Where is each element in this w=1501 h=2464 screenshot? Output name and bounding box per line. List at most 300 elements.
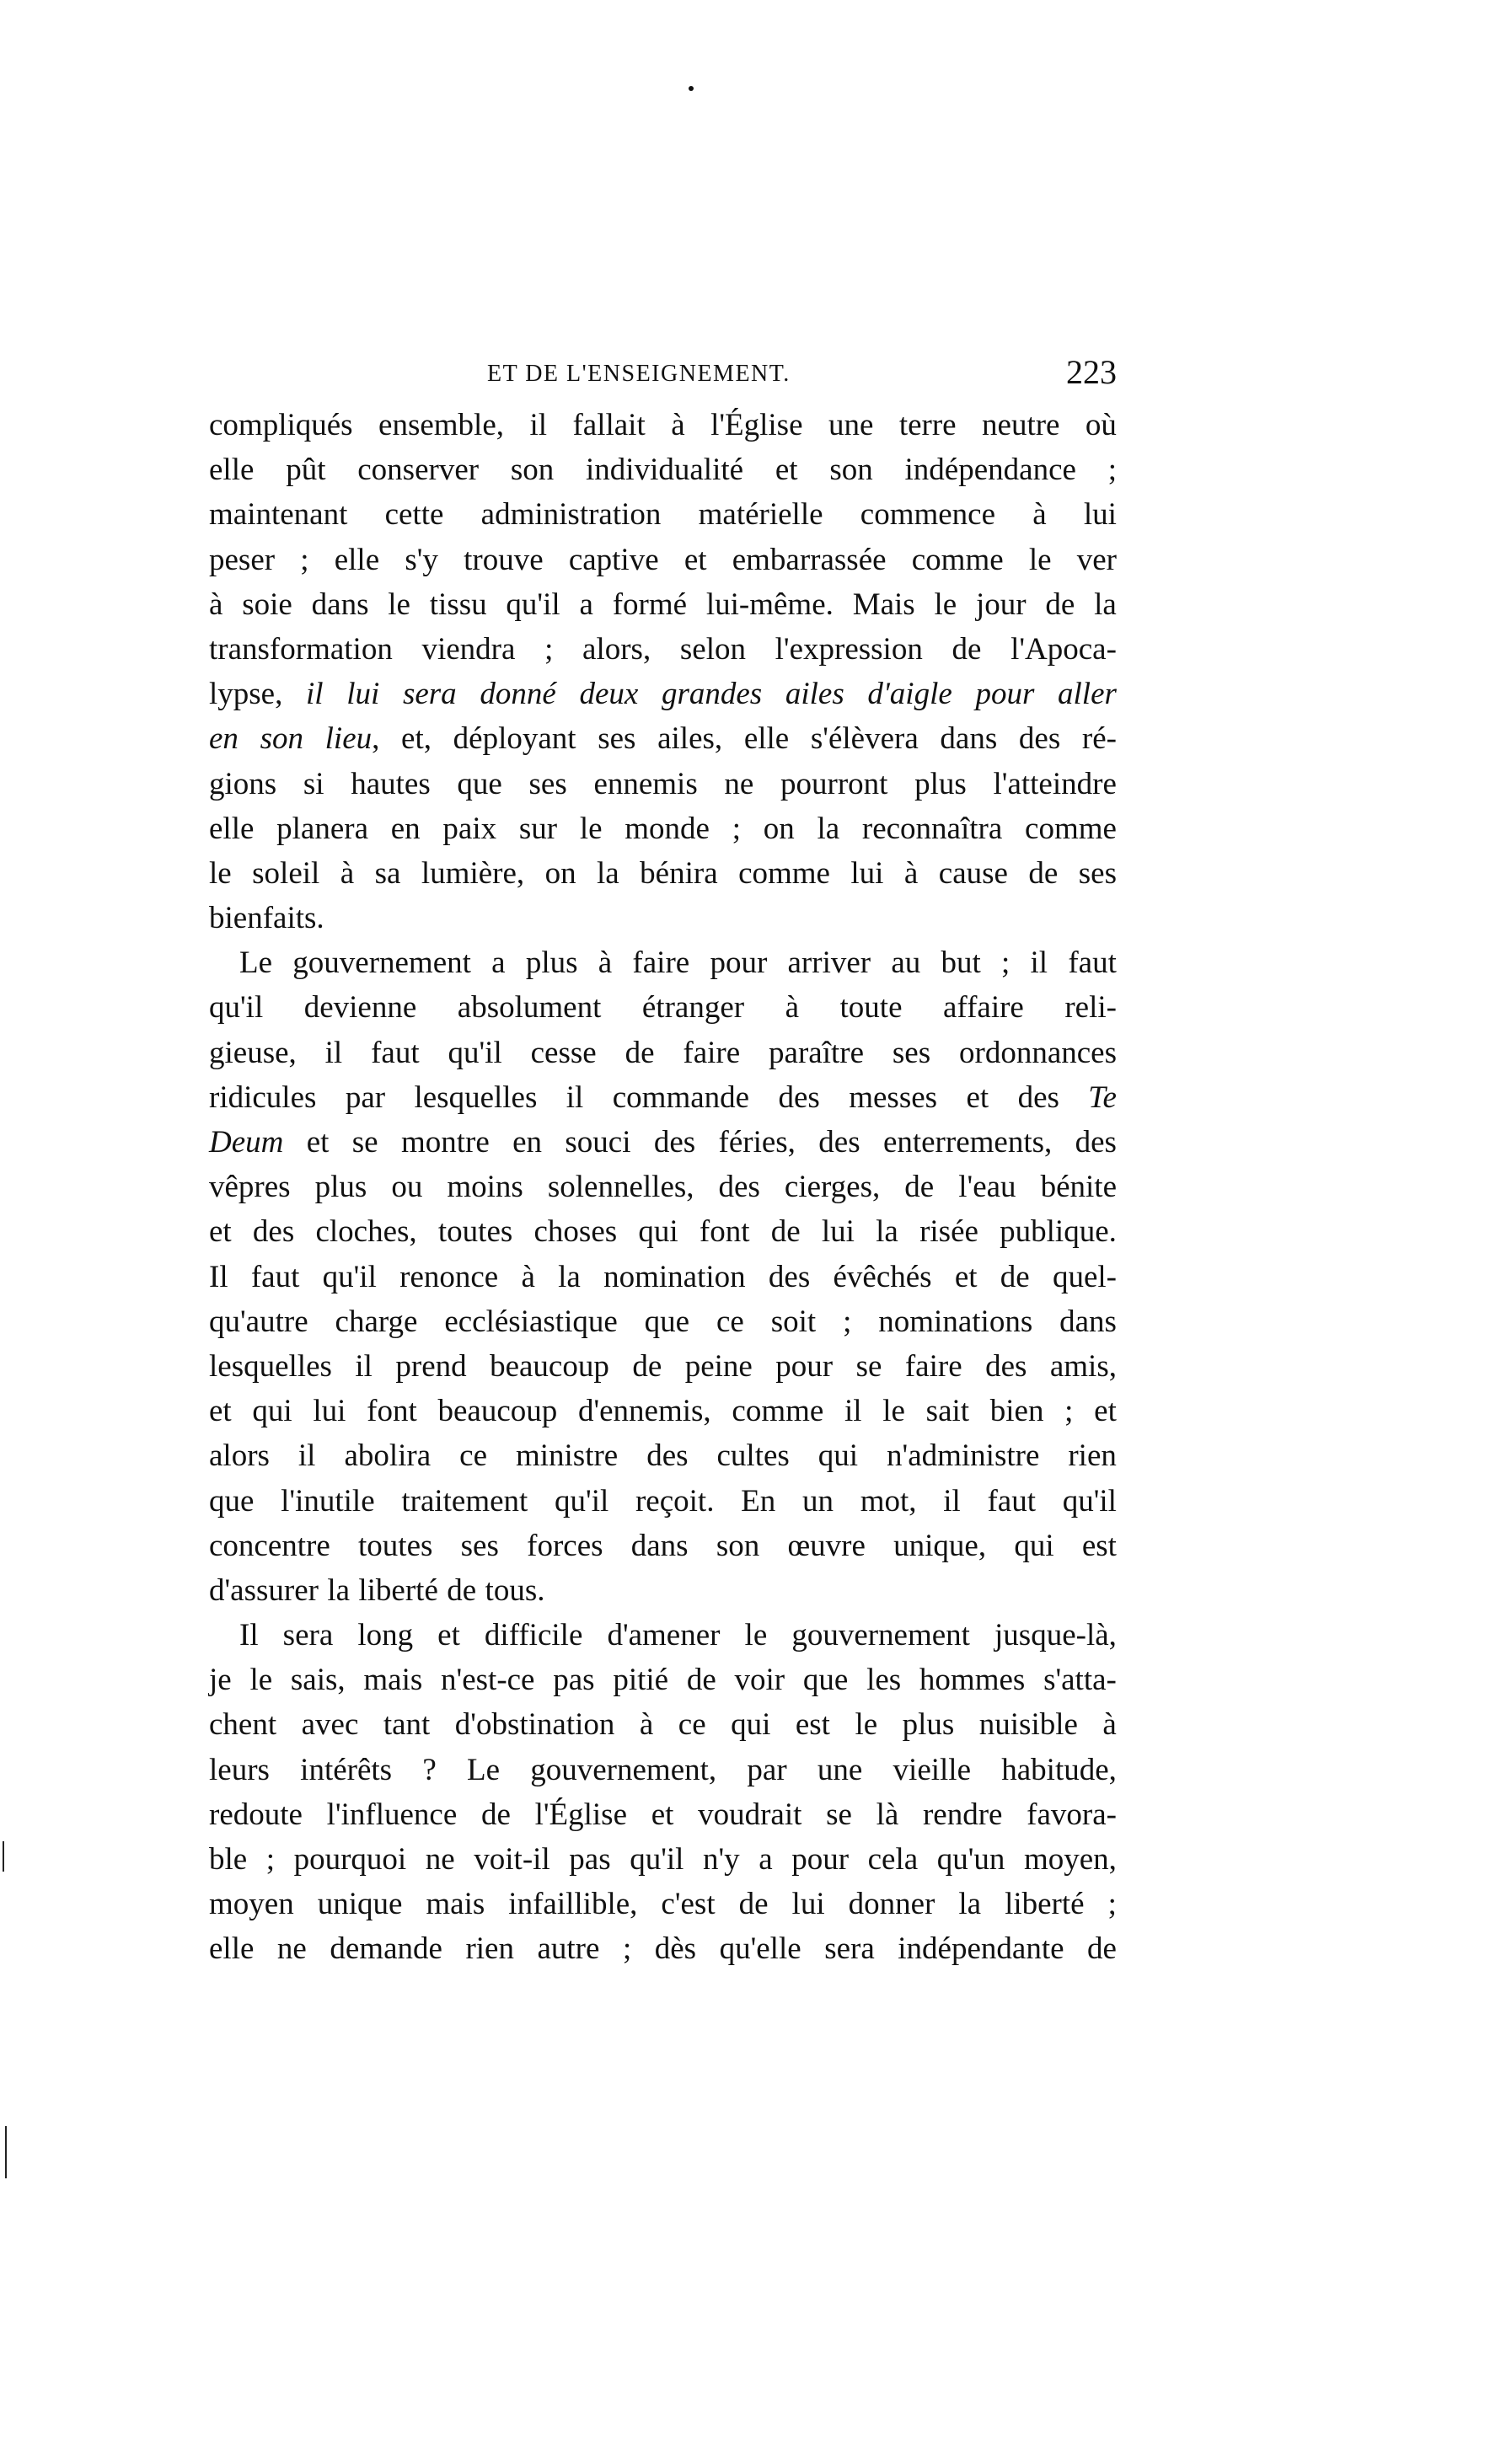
word: qui (818, 1438, 859, 1474)
word: gouvernement, (530, 1752, 717, 1787)
word: et (954, 1259, 978, 1294)
text-line (209, 1479, 1117, 1524)
word: c'est (661, 1887, 716, 1922)
word: de (632, 1348, 662, 1384)
word: favora- (1027, 1797, 1117, 1832)
word: il (566, 1079, 584, 1115)
word: est (795, 1707, 830, 1743)
word: ; (1001, 945, 1010, 981)
word: ecclésiastique (444, 1304, 618, 1339)
page-number: 223 (1066, 353, 1117, 391)
word: la (876, 1214, 898, 1250)
word: jour (975, 587, 1027, 622)
word: ; (1064, 1394, 1074, 1429)
word: matérielle (698, 497, 823, 533)
text-line (209, 1702, 1117, 1747)
word: bénira (640, 855, 718, 891)
word: où (1085, 408, 1117, 442)
word: féries, (718, 1125, 796, 1160)
word: monde (625, 811, 710, 846)
word: par (747, 1752, 787, 1787)
word: et (437, 1618, 460, 1653)
word: de (1028, 855, 1059, 891)
word: cierges, (784, 1170, 881, 1205)
word: de (480, 1797, 511, 1832)
word: dans (940, 721, 998, 757)
word: ré- (1081, 721, 1117, 757)
text-line (209, 851, 1117, 896)
word: renonce (399, 1259, 499, 1294)
paragraph (209, 403, 1117, 940)
word: des (768, 1259, 811, 1294)
word: sera (402, 677, 457, 712)
word: le (388, 587, 410, 622)
word: gouvernement (791, 1618, 970, 1653)
word: conserver (357, 453, 480, 488)
word: autre (537, 1931, 600, 1967)
word: donner (848, 1887, 935, 1922)
word: faut (371, 1035, 420, 1070)
word: lui-même. (705, 587, 834, 622)
word: des (252, 1214, 295, 1250)
word: il (529, 408, 548, 442)
word: deux (579, 677, 639, 712)
word: elle (743, 721, 790, 757)
ink-speck (689, 86, 694, 91)
word: à (340, 855, 355, 891)
word: l'Apoca- (1010, 631, 1117, 667)
word: ailes (785, 677, 844, 712)
word: liberté (358, 1572, 438, 1608)
margin-mark (5, 2126, 7, 2178)
text-line (209, 1882, 1117, 1926)
word: de (625, 1035, 655, 1070)
word: il (844, 1394, 862, 1429)
word: quel- (1052, 1259, 1117, 1294)
word: pitié (613, 1663, 669, 1698)
text-line (209, 1165, 1117, 1209)
word: gions (209, 766, 277, 801)
text-line (209, 985, 1117, 1030)
word: l'eau (958, 1170, 1016, 1205)
word: embarrassée (732, 542, 887, 577)
word: voir (734, 1663, 785, 1698)
word: qu'un (936, 1842, 1005, 1877)
word: et (775, 453, 798, 488)
word: s'y (405, 542, 438, 577)
word: à (1102, 1707, 1117, 1743)
word: qu'il (1062, 1483, 1117, 1519)
word: indépendance (904, 453, 1076, 488)
word: lui (1083, 497, 1117, 533)
word: l'expression (775, 631, 923, 667)
word: d'assurer (209, 1572, 319, 1608)
word: commence (860, 497, 996, 533)
word: rien (1068, 1438, 1117, 1474)
word: comme (732, 1394, 824, 1429)
word: pour (775, 1348, 834, 1384)
word: cesse (530, 1035, 597, 1070)
word: ce (678, 1707, 706, 1743)
word: comme (738, 855, 830, 891)
word: de (1045, 587, 1075, 622)
word: lieu, (324, 721, 380, 757)
word: soleil (252, 855, 320, 891)
text-line (209, 1120, 1117, 1165)
word: gieuse, (209, 1035, 297, 1070)
word: que (457, 766, 502, 801)
word: ses (892, 1035, 931, 1070)
word: charge (335, 1304, 418, 1339)
word: ble (209, 1842, 248, 1877)
word: se (351, 1125, 378, 1160)
word: abolira (344, 1438, 432, 1474)
word: que (644, 1304, 690, 1339)
word: rien (465, 1931, 514, 1967)
word: selon (679, 631, 746, 667)
word: jusque-là, (994, 1618, 1117, 1653)
word: des (646, 1438, 689, 1474)
word: il (1030, 945, 1048, 981)
word: enterrements, (882, 1125, 1053, 1160)
word: qu'il (322, 1259, 377, 1294)
word: ce (459, 1438, 487, 1474)
text-line (209, 716, 1117, 761)
word: et (306, 1125, 330, 1160)
word: œuvre (787, 1528, 866, 1563)
word: maintenant (209, 497, 348, 533)
word: avec (301, 1707, 359, 1743)
word: devienne (303, 990, 417, 1026)
word: qu'il (630, 1842, 684, 1877)
word: ne (276, 1931, 307, 1967)
word: ses (598, 721, 636, 757)
word: il (298, 1438, 316, 1474)
word: et (651, 1797, 674, 1832)
word: des (1075, 1125, 1117, 1160)
word: se (855, 1348, 882, 1384)
word: terre (898, 408, 957, 442)
word: n'administre (887, 1438, 1040, 1474)
word: l'Église (710, 408, 803, 442)
word: captive (568, 542, 659, 577)
word: difficile (484, 1618, 583, 1653)
word: lui (346, 677, 380, 712)
word: faire (632, 945, 690, 981)
word: but (941, 945, 981, 981)
word: se (826, 1797, 852, 1832)
word: la (558, 1259, 581, 1294)
word: affaire (943, 990, 1024, 1026)
word: qu'il (448, 1035, 502, 1070)
word: ses (1078, 855, 1117, 891)
word: unique (317, 1887, 403, 1922)
word: plus (525, 945, 578, 981)
word: absolument (457, 990, 602, 1026)
word: faire (683, 1035, 741, 1070)
word: de (770, 1214, 801, 1250)
word: pour (791, 1842, 850, 1877)
word: tous. (485, 1572, 545, 1608)
word: plus (902, 1707, 955, 1743)
word: n'est-ce (441, 1663, 535, 1698)
word: sur (518, 811, 558, 846)
word: trouve (464, 542, 544, 577)
word: tant (383, 1707, 431, 1743)
word: peine (684, 1348, 753, 1384)
word: dans (1059, 1304, 1117, 1339)
word: s'élèvera (810, 721, 919, 757)
word: il (306, 677, 324, 712)
text-line (209, 940, 1117, 985)
word: formé (612, 587, 688, 622)
word: mais (426, 1887, 485, 1922)
word: mot, (860, 1483, 917, 1519)
word: soie (242, 587, 292, 622)
text-line (209, 1299, 1117, 1344)
word: elle (334, 542, 380, 577)
text-line (209, 1031, 1117, 1075)
word: ennemis (593, 766, 698, 801)
word: ne (724, 766, 754, 801)
word: pour (710, 945, 768, 981)
word: mais (363, 1663, 423, 1698)
word: ensemble, (378, 408, 505, 442)
word: sais, (290, 1663, 346, 1698)
word: choses (533, 1214, 618, 1250)
word: de (952, 631, 982, 667)
word: rendre (922, 1797, 1003, 1832)
word: ministre (515, 1438, 619, 1474)
word: lui (821, 1214, 855, 1250)
word: pourquoi (293, 1842, 407, 1877)
word: n'y (702, 1842, 740, 1877)
text-line (209, 1344, 1117, 1389)
word: les (866, 1663, 902, 1698)
word: ver (1076, 542, 1117, 577)
word: qu'elle (719, 1931, 801, 1967)
word: lui (850, 855, 884, 891)
word: toutes (358, 1528, 433, 1563)
word: intérêts (300, 1752, 393, 1787)
word: paix (442, 811, 497, 846)
word: des (778, 1079, 820, 1115)
word: voudrait (698, 1797, 802, 1832)
word: le (934, 587, 957, 622)
word: lumière, (421, 855, 525, 891)
word: prend (395, 1348, 467, 1384)
word: qu'il (209, 990, 264, 1026)
word: redoute (209, 1797, 303, 1832)
word: a (759, 1842, 773, 1877)
text-line (209, 447, 1117, 492)
word: font (367, 1394, 417, 1429)
word: plus (914, 766, 967, 801)
word: planera (276, 811, 369, 846)
word: alors, (582, 631, 651, 667)
word: et (209, 1394, 232, 1429)
word: beaucoup (437, 1394, 558, 1429)
word: grandes (661, 677, 763, 712)
word: alors (209, 1438, 270, 1474)
word: a (491, 945, 506, 981)
word: le (209, 855, 232, 891)
word: dans (630, 1528, 689, 1563)
word: à (1032, 497, 1047, 533)
word: son (716, 1528, 760, 1563)
word: sait (925, 1394, 970, 1429)
margin-mark (3, 1841, 4, 1872)
word: elle (209, 453, 255, 488)
word: le (579, 811, 603, 846)
word: gouvernement (292, 945, 471, 981)
word: bien (989, 1394, 1044, 1429)
paragraph (209, 1613, 1117, 1972)
word: tissu (429, 587, 487, 622)
word: elle (209, 811, 255, 846)
word: nominations (878, 1304, 1033, 1339)
word: le (1028, 542, 1052, 577)
word: que (802, 1663, 849, 1698)
word: la (958, 1887, 982, 1922)
word: lesquelles (209, 1348, 332, 1384)
word: fallait (572, 408, 646, 442)
word: reconnaîtra (861, 811, 1003, 846)
word: habitude, (1001, 1752, 1117, 1787)
word: En (741, 1483, 776, 1519)
text-line (209, 538, 1117, 582)
word: vieille (893, 1752, 972, 1787)
word: l'influence (326, 1797, 458, 1832)
word: déployant (453, 721, 576, 757)
word: il (324, 1035, 343, 1070)
word: de (447, 1572, 477, 1608)
word: là (876, 1797, 899, 1832)
word: faut (1068, 945, 1117, 981)
word: sera (824, 1931, 875, 1967)
body-text (209, 403, 1117, 1972)
word: ; (1107, 453, 1117, 488)
text-line (209, 1433, 1117, 1478)
word: des (985, 1348, 1027, 1384)
word: la (817, 811, 840, 846)
word: ; (843, 1304, 852, 1339)
text-line (209, 582, 1117, 627)
word: souci (565, 1125, 631, 1160)
text-line (209, 1209, 1117, 1254)
word: son (829, 453, 873, 488)
word: des (653, 1125, 696, 1160)
word: bienfaits. (209, 901, 324, 936)
word: le (744, 1618, 768, 1653)
word: je (209, 1663, 232, 1698)
word: messes (849, 1079, 938, 1115)
word: infaillible, (508, 1887, 638, 1922)
text-line (209, 672, 1117, 716)
word: la (597, 855, 619, 891)
word: Il (209, 1259, 228, 1294)
word: long (357, 1618, 414, 1653)
word: reli- (1064, 990, 1117, 1026)
word: beaucoup (490, 1348, 609, 1384)
word: faut (987, 1483, 1036, 1519)
word: qui (638, 1214, 678, 1250)
word: toutes (437, 1214, 513, 1250)
text-line (209, 1837, 1117, 1882)
word: une (817, 1752, 863, 1787)
word: liberté (1005, 1887, 1085, 1922)
word: viendra (421, 631, 516, 667)
word: de (1087, 1931, 1117, 1967)
word: nomination (603, 1259, 746, 1294)
word: pour (975, 677, 1035, 712)
word: on (763, 811, 795, 846)
word: leurs (209, 1752, 270, 1787)
word: de (904, 1170, 935, 1205)
word: de (686, 1663, 716, 1698)
word: elle (209, 1931, 255, 1967)
word: cause (938, 855, 1008, 891)
word: est (1081, 1528, 1117, 1563)
word: Le (239, 945, 273, 981)
text-line (209, 492, 1117, 537)
word: dans (311, 587, 369, 622)
word: traitement (401, 1483, 528, 1519)
word: amis, (1049, 1348, 1117, 1384)
word: s'atta- (1043, 1663, 1117, 1698)
word: des (818, 1125, 860, 1160)
word: la (1094, 587, 1117, 622)
word: des (718, 1170, 760, 1205)
text-line (209, 1255, 1117, 1299)
word: moins (447, 1170, 523, 1205)
text-line (209, 1748, 1117, 1792)
word: l'Église (534, 1797, 627, 1832)
word: Mais (852, 587, 915, 622)
word: en (209, 721, 239, 757)
word: comme (1025, 811, 1117, 846)
word: ou (391, 1170, 423, 1205)
word: il (355, 1348, 373, 1384)
word: moyen, (1023, 1842, 1117, 1877)
word: paraître (769, 1035, 865, 1070)
word: d'ennemis, (577, 1394, 711, 1429)
word: des (1018, 721, 1061, 757)
word: de (738, 1887, 769, 1922)
word: toute (839, 990, 903, 1026)
word: d'aigle (867, 677, 952, 712)
word: lypse, (209, 677, 283, 712)
word: et (683, 542, 707, 577)
word: pas (553, 1663, 595, 1698)
word: sa (374, 855, 401, 891)
word: unique, (893, 1528, 987, 1563)
word: en (390, 811, 421, 846)
running-title: ET DE L'ENSEIGNEMENT. (487, 361, 791, 387)
word: qu'il (555, 1483, 609, 1519)
word: ses (528, 766, 567, 801)
word: étranger (641, 990, 745, 1026)
word: le (249, 1663, 273, 1698)
word: ses (460, 1528, 499, 1563)
word: lui (313, 1394, 346, 1429)
word: qui (1014, 1528, 1054, 1563)
word: et (1094, 1394, 1117, 1429)
word: nuisible (978, 1707, 1078, 1743)
word: comme (911, 542, 1004, 577)
text-line (209, 1658, 1117, 1702)
word: ? (422, 1752, 437, 1787)
